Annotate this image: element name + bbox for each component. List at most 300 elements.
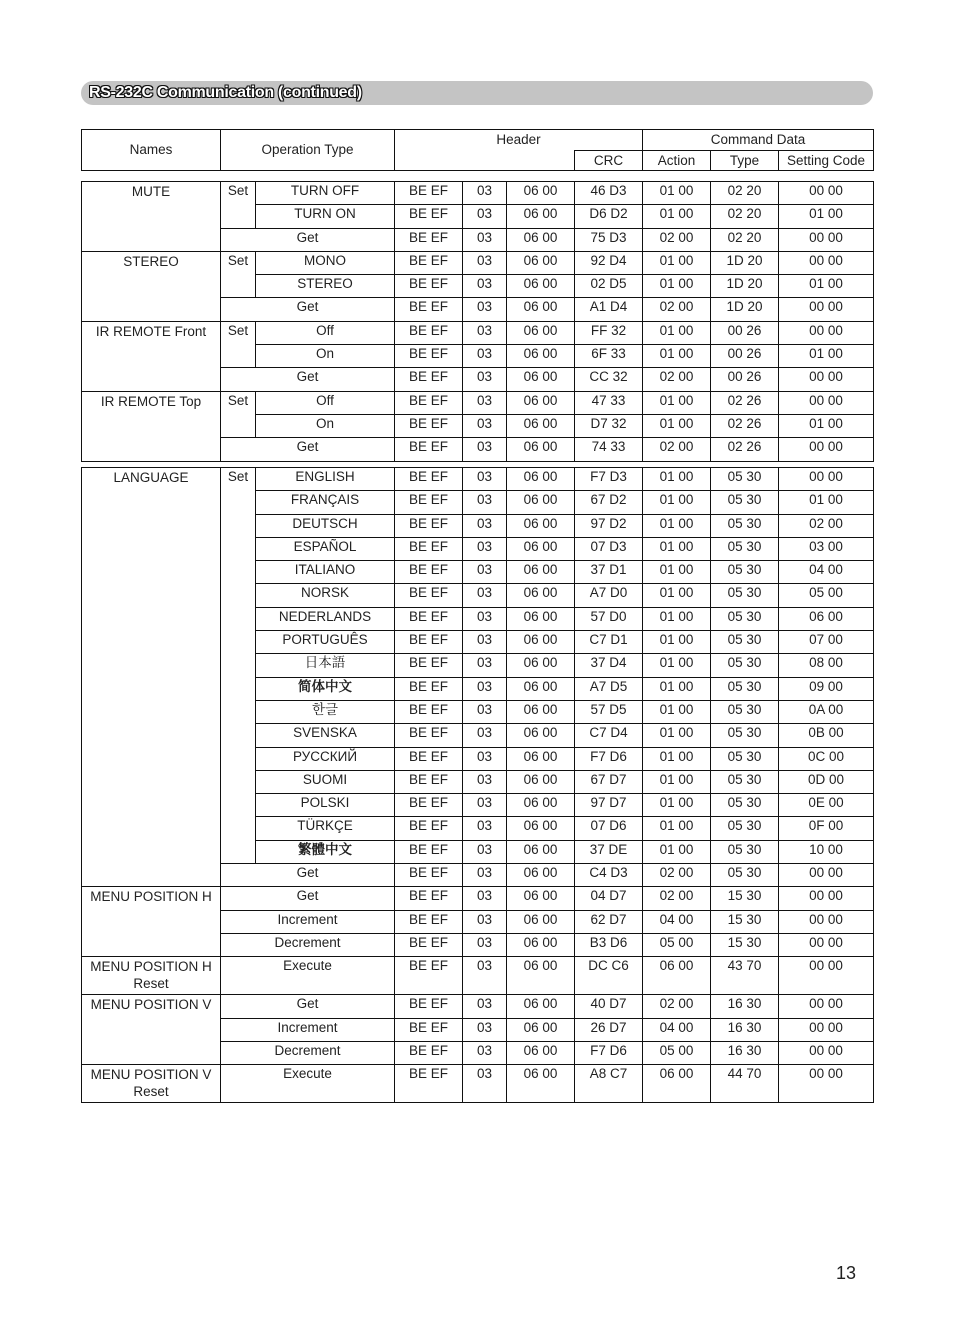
action-value: 01 00 [643,654,711,677]
header-byte-1: BE EF [395,1018,463,1041]
header-byte-2: 03 [463,514,507,537]
header-byte-2: 03 [463,957,507,995]
type-value: 05 30 [711,607,779,630]
setting-code-value: 00 00 [779,995,874,1018]
action-value: 01 00 [643,537,711,560]
type-value: 00 26 [711,345,779,368]
action-value: 06 00 [643,957,711,995]
header-byte-2: 03 [463,631,507,654]
setting-code-value: 06 00 [779,607,874,630]
header-byte-2: 03 [463,228,507,251]
setting-code-value: 00 00 [779,1065,874,1103]
type-value: 15 30 [711,910,779,933]
crc-value: A7 D0 [575,584,643,607]
operation-label: Get [221,887,395,910]
header-byte-1: BE EF [395,957,463,995]
header-byte-2: 03 [463,995,507,1018]
header-operation-type: Operation Type [221,130,395,171]
type-value: 1D 20 [711,298,779,321]
operation-label: Execute [221,957,395,995]
operation-label: Increment [221,1018,395,1041]
setting-code-value: 00 00 [779,251,874,274]
action-value: 02 00 [643,887,711,910]
crc-value: D6 D2 [575,205,643,228]
action-value: 01 00 [643,321,711,344]
action-value: 02 00 [643,298,711,321]
setting-code-value: 01 00 [779,205,874,228]
header-byte-1: BE EF [395,345,463,368]
crc-value: F7 D6 [575,747,643,770]
header-byte-2: 03 [463,1041,507,1064]
setting-code-value: 01 00 [779,414,874,437]
command-table-language-menu [81,467,874,1103]
crc-value: C7 D1 [575,631,643,654]
crc-value: B3 D6 [575,933,643,956]
header-byte-1: BE EF [395,770,463,793]
type-value: 02 26 [711,414,779,437]
type-value: 02 20 [711,182,779,205]
type-value: 44 70 [711,1065,779,1103]
header-byte-3: 06 00 [507,537,575,560]
setting-code-value: 01 00 [779,491,874,514]
header-byte-2: 03 [463,1018,507,1041]
table-row [82,957,874,995]
header-byte-1: BE EF [395,840,463,863]
header-byte-3: 06 00 [507,438,575,461]
set-label: Set [221,468,256,864]
action-value: 01 00 [643,491,711,514]
crc-value: DC C6 [575,957,643,995]
header-byte-3: 06 00 [507,182,575,205]
command-table-audio [81,181,874,462]
header-byte-2: 03 [463,438,507,461]
section-title-bar [81,81,873,105]
header-byte-3: 06 00 [507,275,575,298]
action-value: 01 00 [643,345,711,368]
header-byte-1: BE EF [395,864,463,887]
setting-code-value: 10 00 [779,840,874,863]
type-value: 43 70 [711,957,779,995]
type-value: 05 30 [711,840,779,863]
header-byte-1: BE EF [395,275,463,298]
header-byte-3: 06 00 [507,910,575,933]
action-value: 01 00 [643,391,711,414]
setting-code-value: 00 00 [779,228,874,251]
header-byte-1: BE EF [395,298,463,321]
header-byte-3: 06 00 [507,1065,575,1103]
operation-label: РУССКИЙ [256,747,395,770]
header-byte-2: 03 [463,491,507,514]
header-byte-3: 06 00 [507,414,575,437]
crc-value: 40 D7 [575,995,643,1018]
setting-code-value: 0E 00 [779,794,874,817]
header-byte-3: 06 00 [507,677,575,700]
type-value: 16 30 [711,1041,779,1064]
header-byte-2: 03 [463,298,507,321]
operation-label: MONO [256,251,395,274]
table-row [82,251,874,274]
header-byte-1: BE EF [395,910,463,933]
header-byte-1: BE EF [395,817,463,840]
header-byte-3: 06 00 [507,724,575,747]
command-name: MENU POSITION V [82,995,221,1065]
header-byte-1: BE EF [395,537,463,560]
header-action: Action [643,151,711,171]
operation-label: TÜRKÇE [256,817,395,840]
header-crc: CRC [575,151,643,171]
operation-label: Increment [221,910,395,933]
header-byte-1: BE EF [395,368,463,391]
operation-label: Off [256,391,395,414]
set-label: Set [221,321,256,368]
type-value: 16 30 [711,1018,779,1041]
crc-value: A8 C7 [575,1065,643,1103]
header-byte-1: BE EF [395,228,463,251]
crc-value: 04 D7 [575,887,643,910]
action-value: 01 00 [643,584,711,607]
header-byte-2: 03 [463,607,507,630]
type-value: 05 30 [711,631,779,654]
table-row [82,182,874,205]
header-byte-2: 03 [463,700,507,723]
header-byte-3: 06 00 [507,631,575,654]
action-value: 02 00 [643,368,711,391]
header-byte-2: 03 [463,251,507,274]
setting-code-value: 0F 00 [779,817,874,840]
operation-label: On [256,345,395,368]
action-value: 02 00 [643,864,711,887]
action-value: 01 00 [643,747,711,770]
setting-code-value: 00 00 [779,957,874,995]
header-setting-code: Setting Code [779,151,874,171]
header-byte-2: 03 [463,887,507,910]
setting-code-value: 01 00 [779,345,874,368]
setting-code-value: 00 00 [779,321,874,344]
action-value: 02 00 [643,228,711,251]
type-value: 05 30 [711,794,779,817]
operation-label: TURN OFF [256,182,395,205]
action-value: 01 00 [643,561,711,584]
crc-value: 92 D4 [575,251,643,274]
header-byte-1: BE EF [395,414,463,437]
header-byte-3: 06 00 [507,468,575,491]
crc-value: 02 D5 [575,275,643,298]
header-byte-1: BE EF [395,747,463,770]
crc-value: A1 D4 [575,298,643,321]
header-byte-1: BE EF [395,995,463,1018]
crc-value: 6F 33 [575,345,643,368]
set-label: Set [221,391,256,438]
table-header [81,129,874,171]
type-value: 02 26 [711,438,779,461]
crc-value: 97 D7 [575,794,643,817]
operation-label: POLSKI [256,794,395,817]
crc-value: 07 D6 [575,817,643,840]
set-label: Set [221,251,256,298]
action-value: 01 00 [643,794,711,817]
type-value: 05 30 [711,747,779,770]
action-value: 06 00 [643,1065,711,1103]
command-name: STEREO [82,251,221,321]
header-header: Header [395,130,643,151]
header-byte-3: 06 00 [507,205,575,228]
header-byte-3: 06 00 [507,864,575,887]
operation-label: ESPAÑOL [256,537,395,560]
operation-label: Get [221,438,395,461]
table-row [82,321,874,344]
header-byte-2: 03 [463,584,507,607]
table-row [82,1065,874,1103]
type-value: 15 30 [711,887,779,910]
crc-value: A7 D5 [575,677,643,700]
crc-value: 37 DE [575,840,643,863]
header-byte-2: 03 [463,724,507,747]
header-names: Names [82,130,221,171]
setting-code-value: 03 00 [779,537,874,560]
header-byte-1: BE EF [395,491,463,514]
type-value: 05 30 [711,561,779,584]
type-value: 05 30 [711,514,779,537]
header-byte-3: 06 00 [507,228,575,251]
operation-label: SVENSKA [256,724,395,747]
header-byte-1: BE EF [395,607,463,630]
header-byte-2: 03 [463,414,507,437]
command-name: MENU POSITION V Reset [82,1065,221,1103]
command-name: MUTE [82,182,221,252]
header-byte-1: BE EF [395,321,463,344]
setting-code-value: 00 00 [779,468,874,491]
operation-label: Get [221,298,395,321]
header-byte-3: 06 00 [507,1018,575,1041]
header-byte-1: BE EF [395,1041,463,1064]
header-byte-1: BE EF [395,700,463,723]
operation-label: STEREO [256,275,395,298]
header-byte-1: BE EF [395,514,463,537]
action-value: 01 00 [643,514,711,537]
header-byte-2: 03 [463,1065,507,1103]
header-byte-1: BE EF [395,391,463,414]
type-value: 05 30 [711,468,779,491]
setting-code-value: 0B 00 [779,724,874,747]
crc-value: C7 D4 [575,724,643,747]
setting-code-value: 00 00 [779,864,874,887]
header-byte-3: 06 00 [507,770,575,793]
action-value: 01 00 [643,700,711,723]
setting-code-value: 00 00 [779,910,874,933]
header-byte-1: BE EF [395,561,463,584]
crc-value: C4 D3 [575,864,643,887]
operation-label: NEDERLANDS [256,607,395,630]
table-row [82,391,874,414]
header-byte-2: 03 [463,840,507,863]
header-byte-3: 06 00 [507,345,575,368]
crc-value: 37 D4 [575,654,643,677]
operation-label: Get [221,995,395,1018]
type-value: 05 30 [711,491,779,514]
type-value: 05 30 [711,724,779,747]
header-byte-1: BE EF [395,631,463,654]
header-byte-2: 03 [463,368,507,391]
operation-label: TURN ON [256,205,395,228]
header-byte-1: BE EF [395,1065,463,1103]
header-byte-3: 06 00 [507,321,575,344]
header-byte-2: 03 [463,537,507,560]
action-value: 05 00 [643,933,711,956]
type-value: 05 30 [711,677,779,700]
operation-label: 日本語 [256,654,395,677]
crc-value: D7 32 [575,414,643,437]
header-command-data: Command Data [643,130,874,151]
crc-value: 46 D3 [575,182,643,205]
action-value: 01 00 [643,275,711,298]
header-byte-2: 03 [463,468,507,491]
type-value: 1D 20 [711,251,779,274]
header-byte-2: 03 [463,864,507,887]
header-byte-3: 06 00 [507,298,575,321]
type-value: 05 30 [711,584,779,607]
action-value: 01 00 [643,724,711,747]
table-row [82,468,874,491]
header-byte-1: BE EF [395,182,463,205]
header-byte-3: 06 00 [507,700,575,723]
operation-label: Get [221,228,395,251]
header-byte-3: 06 00 [507,747,575,770]
type-value: 00 26 [711,368,779,391]
operation-label: Decrement [221,933,395,956]
header-byte-2: 03 [463,933,507,956]
header-byte-2: 03 [463,205,507,228]
setting-code-value: 07 00 [779,631,874,654]
crc-value: FF 32 [575,321,643,344]
header-byte-3: 06 00 [507,491,575,514]
operation-label: 简体中文 [256,677,395,700]
setting-code-value: 0D 00 [779,770,874,793]
setting-code-value: 00 00 [779,438,874,461]
header-byte-1: BE EF [395,724,463,747]
command-name: IR REMOTE Front [82,321,221,391]
operation-label: PORTUGUÊS [256,631,395,654]
action-value: 02 00 [643,438,711,461]
crc-value: F7 D6 [575,1041,643,1064]
action-value: 04 00 [643,910,711,933]
header-byte-2: 03 [463,677,507,700]
header-byte-2: 03 [463,817,507,840]
setting-code-value: 00 00 [779,887,874,910]
operation-label: ITALIANO [256,561,395,584]
operation-label: SUOMI [256,770,395,793]
operation-label: Get [221,864,395,887]
header-byte-3: 06 00 [507,933,575,956]
header-byte-3: 06 00 [507,607,575,630]
header-byte-3: 06 00 [507,995,575,1018]
header-byte-1: BE EF [395,438,463,461]
header-byte-3: 06 00 [507,391,575,414]
action-value: 01 00 [643,607,711,630]
table-row [82,995,874,1018]
setting-code-value: 00 00 [779,933,874,956]
operation-label: On [256,414,395,437]
setting-code-value: 09 00 [779,677,874,700]
crc-value: 07 D3 [575,537,643,560]
header-byte-1: BE EF [395,887,463,910]
setting-code-value: 00 00 [779,368,874,391]
header-byte-2: 03 [463,770,507,793]
operation-label: ENGLISH [256,468,395,491]
header-byte-2: 03 [463,275,507,298]
command-name: LANGUAGE [82,468,221,887]
setting-code-value: 0A 00 [779,700,874,723]
action-value: 01 00 [643,205,711,228]
action-value: 01 00 [643,631,711,654]
crc-value: 47 33 [575,391,643,414]
type-value: 05 30 [711,817,779,840]
type-value: 16 30 [711,995,779,1018]
header-byte-3: 06 00 [507,840,575,863]
action-value: 01 00 [643,468,711,491]
action-value: 04 00 [643,1018,711,1041]
operation-label: 繁體中文 [256,840,395,863]
operation-label: DEUTSCH [256,514,395,537]
header-byte-3: 06 00 [507,561,575,584]
setting-code-value: 01 00 [779,275,874,298]
header-byte-3: 06 00 [507,584,575,607]
type-value: 05 30 [711,770,779,793]
setting-code-value: 04 00 [779,561,874,584]
setting-code-value: 08 00 [779,654,874,677]
header-byte-3: 06 00 [507,251,575,274]
type-value: 00 26 [711,321,779,344]
page-title: RS-232C Communication (continued) [89,84,362,101]
header-byte-2: 03 [463,182,507,205]
crc-value: 62 D7 [575,910,643,933]
action-value: 01 00 [643,770,711,793]
operation-label: Execute [221,1065,395,1103]
setting-code-value: 00 00 [779,182,874,205]
crc-value: 67 D2 [575,491,643,514]
crc-value: 26 D7 [575,1018,643,1041]
setting-code-value: 00 00 [779,1018,874,1041]
type-value: 05 30 [711,864,779,887]
header-type: Type [711,151,779,171]
header-byte-2: 03 [463,910,507,933]
crc-value: F7 D3 [575,468,643,491]
set-label: Set [221,182,256,229]
header-byte-2: 03 [463,747,507,770]
header-byte-1: BE EF [395,251,463,274]
action-value: 01 00 [643,840,711,863]
action-value: 05 00 [643,1041,711,1064]
type-value: 1D 20 [711,275,779,298]
header-byte-1: BE EF [395,794,463,817]
action-value: 01 00 [643,251,711,274]
header-byte-1: BE EF [395,584,463,607]
crc-value: 74 33 [575,438,643,461]
header-byte-1: BE EF [395,468,463,491]
type-value: 15 30 [711,933,779,956]
command-name: MENU POSITION H [82,887,221,957]
header-byte-3: 06 00 [507,817,575,840]
setting-code-value: 02 00 [779,514,874,537]
header-byte-1: BE EF [395,933,463,956]
header-byte-1: BE EF [395,205,463,228]
header-byte-2: 03 [463,654,507,677]
crc-value: CC 32 [575,368,643,391]
header-byte-2: 03 [463,345,507,368]
header-byte-3: 06 00 [507,368,575,391]
operation-label: Off [256,321,395,344]
header-byte-3: 06 00 [507,887,575,910]
crc-value: 67 D7 [575,770,643,793]
